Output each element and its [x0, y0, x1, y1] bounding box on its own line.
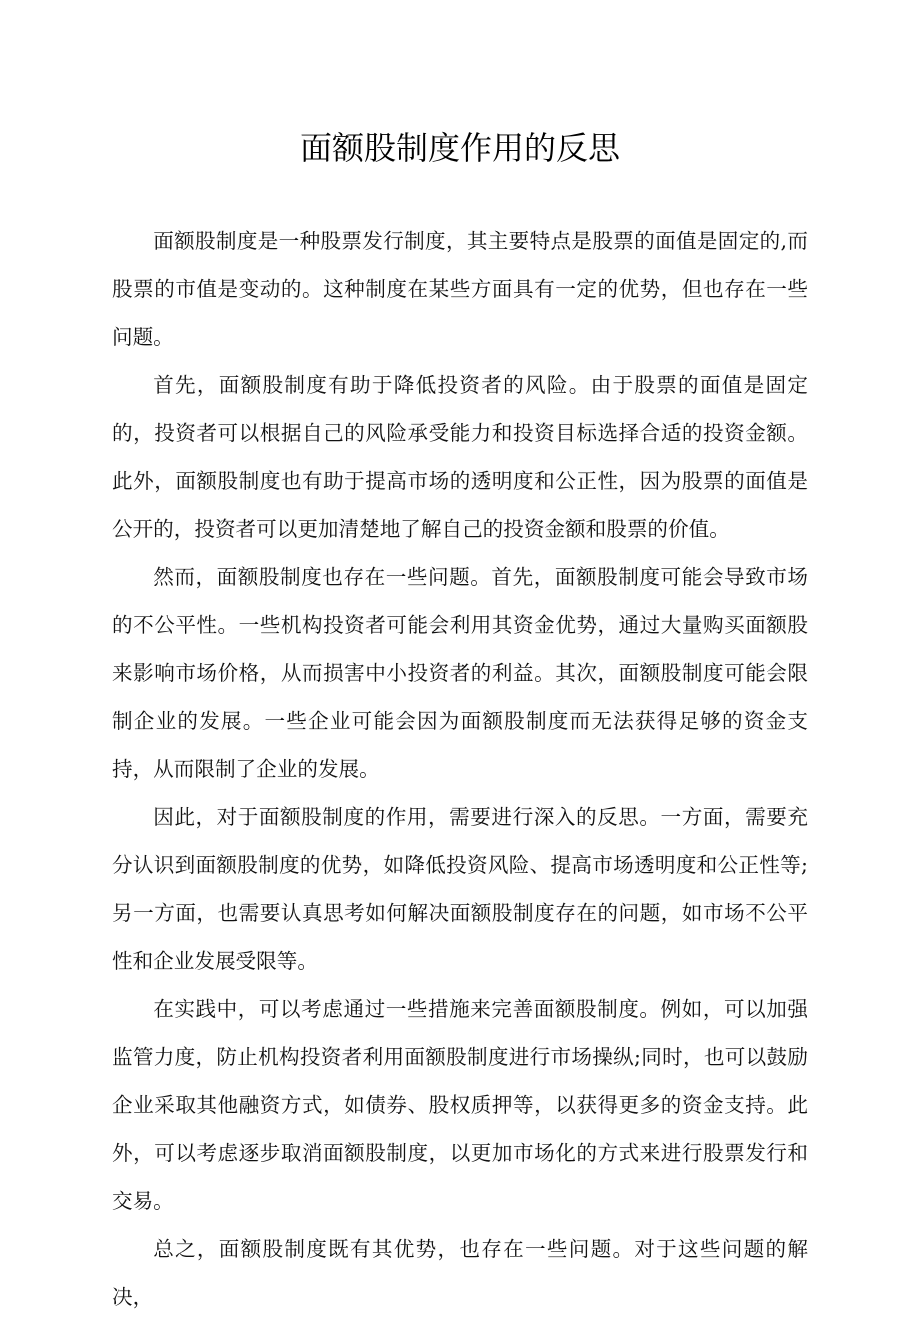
paragraph-conclusion: 总之，面额股制度既有其优势，也存在一些问题。对于这些问题的解决， [112, 1237, 808, 1309]
paragraph-practice: 在实践中，可以考虑通过一些措施来完善面额股制度。例如，可以加强监管力度，防止机构投资者利用面额股制度进行市场操纵;同时，也可以鼓励企业采取其他融资方式，如债券、股权质押等，以获得更多的资金支持。此外，可以考虑逐步取消面额股制度，以更加市场化的方式来进行股票发行和交易。 [112, 997, 808, 1213]
document-title: 面额股制度作用的反思 [299, 129, 620, 167]
document-body [112, 217, 808, 1321]
paragraph-intro: 面额股制度是一种股票发行制度，其主要特点是股票的面值是固定的,而股票的市值是变动的。这种制度在某些方面具有一定的优势，但也存在一些问题。 [112, 229, 808, 349]
paragraph-reflection: 因此，对于面额股制度的作用，需要进行深入的反思。一方面，需要充分认识到面额股制度的优势，如降低投资风险、提高市场透明度和公正性等;另一方面，也需要认真思考如何解决面额股制度存在的问题，如市场不公平性和企业发展受限等。 [112, 805, 808, 973]
paragraph-problems: 然而，面额股制度也存在一些问题。首先，面额股制度可能会导致市场的不公平性。一些机构投资者可能会利用其资金优势，通过大量购买面额股来影响市场价格，从而损害中小投资者的利益。其次，面额股制度可能会限制企业的发展。一些企业可能会因为面额股制度而无法获得足够的资金支持，从而限制了企业的发展。 [112, 565, 808, 781]
paragraph-advantages: 首先，面额股制度有助于降低投资者的风险。由于股票的面值是固定的，投资者可以根据自己的风险承受能力和投资目标选择合适的投资金额。此外，面额股制度也有助于提高市场的透明度和公正性，因为股票的面值是公开的，投资者可以更加清楚地了解自己的投资金额和股票的价值。 [112, 373, 808, 541]
